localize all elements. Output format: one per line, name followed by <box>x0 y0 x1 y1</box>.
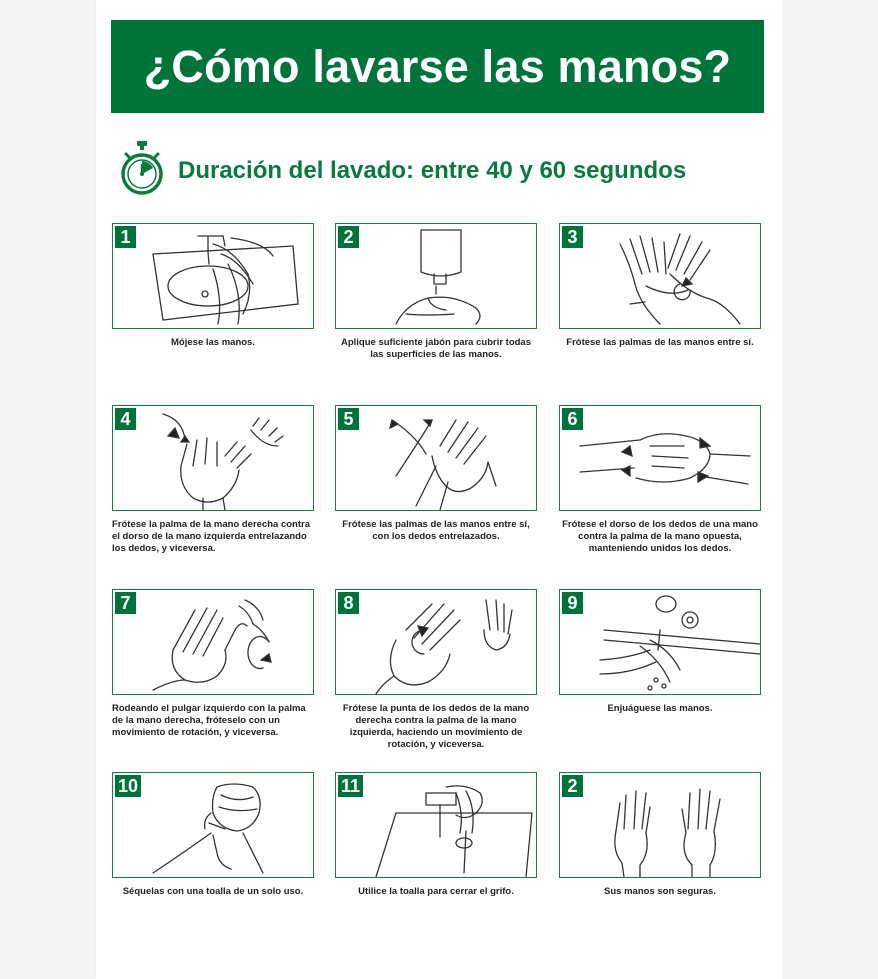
step-number: 2 <box>562 775 583 797</box>
step-number: 3 <box>562 226 583 248</box>
step-caption: Frótese la punta de los dedos de la mano derecha contra la palma de la mano izquierda, haciendo un movimiento de rotación, y viceversa. <box>342 703 530 750</box>
step-number: 2 <box>338 226 359 248</box>
step-frame <box>112 589 314 695</box>
step-card-11 <box>335 772 537 898</box>
step-caption: Frótese las palmas de las manos entre sí, con los dedos entrelazados. <box>342 519 530 542</box>
step-number: 7 <box>115 592 136 614</box>
poster <box>96 0 782 979</box>
step-frame <box>112 772 314 878</box>
step-number: 6 <box>562 408 583 430</box>
step-frame <box>335 772 537 878</box>
palm-over-dorsum-icon <box>113 406 313 510</box>
clean-hands-icon <box>560 773 760 877</box>
step-frame <box>335 405 537 511</box>
step-caption: Frótese la palma de la mano derecha contra el dorso de la mano izquierda entrelazando los dedos, y viceversa. <box>112 519 310 554</box>
rinse-hands-icon <box>560 590 760 694</box>
backs-of-fingers-icon <box>560 406 760 510</box>
step-card-10 <box>112 772 314 898</box>
step-card-7 <box>112 589 314 739</box>
step-caption: Mójese las manos. <box>171 337 255 348</box>
step-number: 11 <box>338 775 363 797</box>
step-frame <box>112 405 314 511</box>
step-caption: Utilice la toalla para cerrar el grifo. <box>358 886 514 897</box>
palms-rubbing-icon <box>560 224 760 328</box>
interlaced-fingers-icon <box>336 406 536 510</box>
step-caption: Aplique suficiente jabón para cubrir todas las superficies de las manos. <box>340 337 532 360</box>
stopwatch-icon <box>120 140 164 198</box>
step-frame <box>112 223 314 329</box>
hands-under-tap-icon <box>113 224 313 328</box>
thumb-rotation-icon <box>113 590 313 694</box>
towel-dry-icon <box>113 773 313 877</box>
step-frame <box>559 223 761 329</box>
step-caption: Sus manos son seguras. <box>604 886 716 897</box>
poster-title: ¿Cómo lavarse las manos? <box>111 20 764 113</box>
step-frame <box>559 405 761 511</box>
duration-text: Duración del lavado: entre 40 y 60 segundos <box>178 157 687 184</box>
step-caption: Séquelas con una toalla de un solo uso. <box>122 886 304 897</box>
step-number: 9 <box>562 592 583 614</box>
step-number: 8 <box>338 592 359 614</box>
fingertips-rotation-icon <box>336 590 536 694</box>
step-number: 4 <box>115 408 136 430</box>
step-card-2 <box>335 223 537 361</box>
step-frame <box>559 772 761 878</box>
close-tap-icon <box>336 773 536 877</box>
step-card-4 <box>112 405 314 555</box>
duration-row <box>120 134 760 204</box>
step-card-1 <box>112 223 314 349</box>
step-card-5 <box>335 405 537 543</box>
step-number: 1 <box>115 226 136 248</box>
step-card-3 <box>559 223 761 349</box>
step-card-6 <box>559 405 761 555</box>
step-caption: Rodeando el pulgar izquierdo con la palma de la mano derecha, fróteselo con un movimiento de rotación, y viceversa. <box>112 703 306 738</box>
step-caption: Frótese las palmas de las manos entre sí. <box>566 337 754 348</box>
step-number: 10 <box>115 775 141 797</box>
soap-dispenser-icon <box>336 224 536 328</box>
step-frame <box>335 589 537 695</box>
step-frame <box>559 589 761 695</box>
step-caption: Frótese el dorso de los dedos de una mano contra la palma de la mano opuesta, manteniendo unidos los dedos. <box>562 519 758 554</box>
step-number: 5 <box>338 408 359 430</box>
step-card-9 <box>559 589 761 715</box>
step-frame <box>335 223 537 329</box>
step-card-12 <box>559 772 761 898</box>
step-card-8 <box>335 589 537 751</box>
step-caption: Enjuáguese las manos. <box>607 703 713 714</box>
